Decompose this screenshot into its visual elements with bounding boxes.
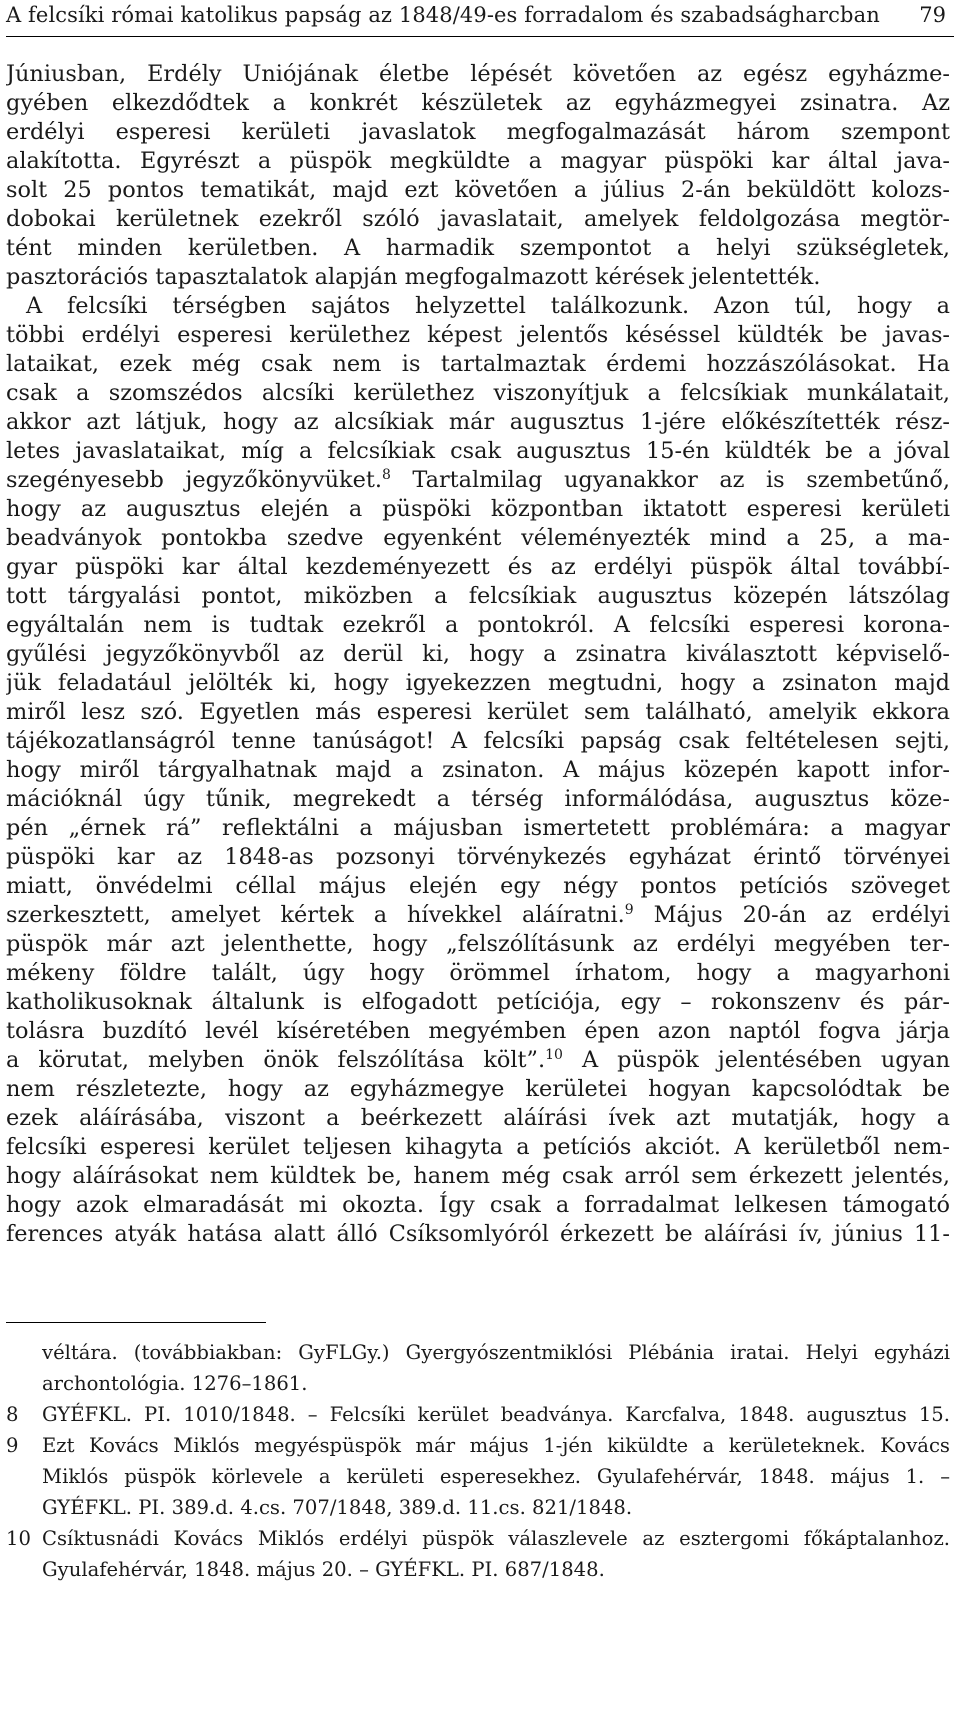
text-line: miatt, önvédelmi céllal május elején egy négy pontos petíciós szöveget bbox=[6, 873, 950, 899]
text-line: csak a szomszédos alcsíki kerülethez viszonyítjuk a felcsíkiak munkálatait, bbox=[6, 380, 950, 406]
text-line: hogy az augusztus elején a püspöki központban iktatott esperesi kerületi bbox=[6, 496, 950, 522]
text-segment: A püspök jelentésében ugyan bbox=[562, 1047, 950, 1073]
text-line: alakította. Egyrészt a püspök megküldte a magyar püspöki kar által java- bbox=[6, 148, 950, 174]
text-line: solt 25 pontos tematikát, majd ezt követően a július 2-án beküldött kolozs- bbox=[6, 177, 950, 203]
text-line: tént minden kerületben. A harmadik szempontot a helyi szükségletek, bbox=[6, 235, 950, 261]
footnote-text: Csíktusnádi Kovács Miklós erdélyi püspök válaszlevele az esztergomi főkáptalanhoz. bbox=[42, 1527, 950, 1550]
page-number: 79 bbox=[919, 3, 946, 27]
text-line: lataikat, ezek még csak nem is tartalmaztak érdemi hozzászólásokat. Ha bbox=[6, 351, 950, 377]
text-line: felcsíki esperesi kerület teljesen kihagyta a petíciós akciót. A kerületből nem- bbox=[6, 1134, 950, 1160]
text-line: tott tárgyalási pontot, miközben a felcsíkiak augusztus közepén látszólag bbox=[6, 583, 950, 609]
footnote-line: Gyulafehérvár, 1848. május 20. – GYÉFKL. PI. 687/1848. bbox=[42, 1558, 605, 1581]
text-line: dobokai kerületnek ezekről szóló javaslatait, amelyek feldolgozása megtör- bbox=[6, 206, 950, 232]
running-title: A felcsíki római katolikus papság az 1848/49-es forradalom és szabadságharcban bbox=[6, 3, 880, 27]
footnote-text: GYÉFKL. PI. 1010/1848. – Felcsíki kerület beadványa. Karcfalva, 1848. augusztus 15. bbox=[42, 1403, 950, 1426]
footnote-line: véltára. (továbbiakban: GyFLGy.) Gyergyószentmiklósi Plébánia iratai. Helyi egyházi bbox=[42, 1341, 950, 1364]
footnote-9 bbox=[6, 1430, 950, 1461]
text-line: egyáltalán nem is tudtak ezekről a pontokról. A felcsíki esperesi korona- bbox=[6, 612, 950, 638]
text-line: pén „érnek rá” reflektálni a májusban ismertetett problémára: a magyar bbox=[6, 815, 950, 841]
footnote-marker: 10 bbox=[6, 1527, 31, 1550]
text-line: katholikusoknak általunk is elfogadott petíciója, egy – rokonszenv és pár- bbox=[6, 989, 950, 1015]
text-line bbox=[6, 466, 950, 495]
text-line: jük feladatául jelölték ki, hogy igyekezzen megtudni, hogy a zsinaton majd bbox=[6, 670, 950, 696]
footnote-line: archontológia. 1276–1861. bbox=[42, 1372, 308, 1395]
text-segment: Május 20-án az erdélyi bbox=[633, 902, 950, 928]
text-line: letes javaslataikat, míg a felcsíkiak csak augusztus 15-én küldték be a jóval bbox=[6, 438, 950, 464]
footnote-text: Ezt Kovács Miklós megyéspüspök már május 1-jén kiküldte a kerületeknek. Kovács bbox=[42, 1434, 950, 1457]
footnote-8 bbox=[6, 1399, 950, 1430]
text-line: hogy aláírásokat nem küldtek be, hanem még csak arról sem érkezett jelentés, bbox=[6, 1163, 950, 1189]
main-text bbox=[6, 60, 950, 1249]
footnotes bbox=[6, 1337, 950, 1585]
text-line: ezek aláírásába, viszont a beérkezett aláírási ívek azt mutatják, hogy a bbox=[6, 1105, 950, 1131]
text-line: mékeny földre talált, úgy hogy örömmel írhatom, hogy a magyarhoni bbox=[6, 960, 950, 986]
text-line: tolásra buzdító levél kíséretében megyémben épen azon naptól fogva járja bbox=[6, 1018, 950, 1044]
footnote-ref-9: 9 bbox=[624, 902, 634, 918]
footnote-ref-10: 10 bbox=[545, 1047, 563, 1063]
text-line: A felcsíki térségben sajátos helyzettel találkozunk. Azon túl, hogy a bbox=[26, 293, 950, 319]
text-line: tájékozatlanságról tenne tanúságot! A felcsíki papság csak feltételesen sejti, bbox=[6, 728, 950, 754]
text-line: beadványok pontokba szedve egyenként véleményezték mind a 25, a ma- bbox=[6, 525, 950, 551]
footnote-separator bbox=[6, 1322, 266, 1323]
footnote-line: Miklós püspök körlevele a kerületi esperesekhez. Gyulafehérvár, 1848. május 1. – bbox=[42, 1465, 950, 1488]
text-line bbox=[6, 901, 950, 930]
text-line: gyar püspöki kar által kezdeményezett és az erdélyi püspök által továbbí- bbox=[6, 554, 950, 580]
text-line: nem részletezte, hogy az egyházmegye kerületei hogyan kapcsolódtak be bbox=[6, 1076, 950, 1102]
text-line: többi erdélyi esperesi kerülethez képest jelentős késéssel küldték be javas- bbox=[6, 322, 950, 348]
text-line: gyűlési jegyzőkönyvből az derül ki, hogy a zsinatra kiválasztott képviselő- bbox=[6, 641, 950, 667]
text-line: akkor azt látjuk, hogy az alcsíkiak már augusztus 1-jére előkészítették rész- bbox=[6, 409, 950, 435]
text-line: hogy azok elmaradását mi okozta. Így csak a forradalmat lelkesen támogató bbox=[6, 1192, 950, 1218]
footnote-line: GYÉFKL. PI. 389.d. 4.cs. 707/1848, 389.d. 11.cs. 821/1848. bbox=[42, 1496, 633, 1519]
text-line bbox=[6, 1046, 950, 1075]
footnote-marker: 8 bbox=[6, 1403, 19, 1426]
footnote-marker: 9 bbox=[6, 1434, 19, 1457]
text-line: ferences atyák hatása alatt álló Csíksomlyóról érkezett be aláírási ív, június 11- bbox=[6, 1221, 950, 1247]
text-line: püspök már azt jelenthette, hogy „felszólításunk az erdélyi megyében ter- bbox=[6, 931, 950, 957]
text-segment: a körutat, melyben önök felszólítása költ”. bbox=[6, 1047, 546, 1073]
text-line: gyében elkezdődtek a konkrét készületek az egyházmegyei zsinatra. Az bbox=[6, 90, 950, 116]
text-line: mációknál úgy tűnik, megrekedt a térség informálódása, augusztus köze- bbox=[6, 786, 950, 812]
text-line: hogy miről tárgyalhatnak majd a zsinaton. A május közepén kapott infor- bbox=[6, 757, 950, 783]
text-line: Júniusban, Erdély Uniójának életbe lépését követően az egész egyházme- bbox=[6, 61, 950, 87]
text-line: erdélyi esperesi kerületi javaslatok megfogalmazását három szempont bbox=[6, 119, 950, 145]
text-line: püspöki kar az 1848-as pozsonyi törvénykezés egyházat érintő törvényei bbox=[6, 844, 950, 870]
text-segment: szerkesztett, amelyet kértek a hívekkel aláíratni. bbox=[6, 902, 625, 928]
running-header bbox=[6, 2, 954, 37]
text-segment: Tartalmilag ugyanakkor az is szembetűnő, bbox=[390, 467, 950, 493]
text-segment: szegényesebb jegyzőkönyvüket. bbox=[6, 467, 382, 493]
text-line: pasztorációs tapasztalatok alapján megfogalmazott kérések jelentették. bbox=[6, 264, 821, 290]
footnote-10 bbox=[6, 1523, 950, 1554]
text-line: miről lesz szó. Egyetlen más esperesi kerület sem található, amelyik ekkora bbox=[6, 699, 950, 725]
footnote-ref-8: 8 bbox=[381, 467, 391, 483]
